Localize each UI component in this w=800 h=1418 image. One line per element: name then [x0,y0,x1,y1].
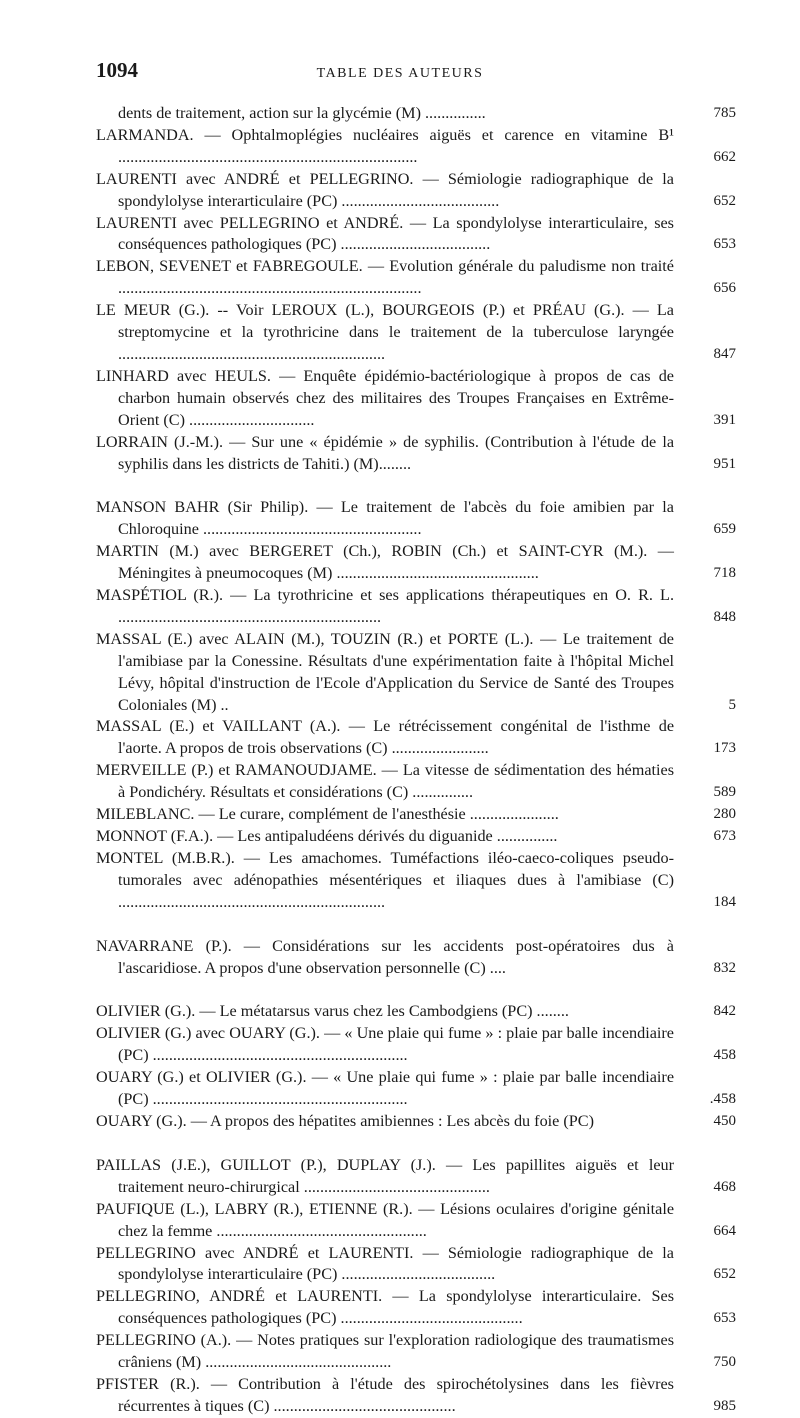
entry-text: PELLEGRINO avec ANDRÉ et LAURENTI. — Sémiologie radiographique de la spondylolyse interarticulaire (PC) ...................................... [96,1243,674,1284]
entry-page-number: 173 [713,740,736,757]
entry-page-number: .458 [709,1091,736,1108]
author-index-entries [96,103,736,1418]
entry-page-number: 653 [713,236,736,253]
index-entry [96,1374,736,1418]
entry-page-number: 184 [713,893,736,910]
entry-page-number: 391 [713,411,736,428]
entry-text: OLIVIER (G.) avec OUARY (G.). — « Une plaie qui fume » : plaie par balle incendiaire (PC) ............................................................... [96,1024,674,1065]
entry-text: MASSAL (E.) et VAILLANT (A.). — Le rétrécissement congénital de l'isthme de l'aorte. A propos de trois observations (C) ........................ [96,717,674,758]
index-entry [96,1023,736,1067]
entry-text: LORRAIN (J.-M.). — Sur une « épidémie » de syphilis. (Contribution à l'étude de la syphilis dans les districts de Tahiti.) (M)........ [96,432,674,473]
entry-page-number: 985 [713,1397,736,1414]
entry-page-number: 458 [713,1047,736,1064]
entry-text: MONNOT (F.A.). — Les antipaludéens dérivés du diguanide ............... [96,827,558,845]
index-entry [96,1001,736,1023]
index-entry [96,125,736,169]
letter-group-gap [96,475,736,497]
index-entry [96,541,736,585]
entry-text: NAVARRANE (P.). — Considérations sur les accidents post-opératoires dus à l'ascaridiose. A propos d'une observation personnelle (C) .... [96,936,674,977]
entry-page-number: 652 [713,1266,736,1283]
entry-text: MILEBLANC. — Le curare, complément de l'anesthésie ...................... [96,805,559,824]
entry-page-number: 468 [713,1178,736,1195]
entry-text: PAILLAS (J.E.), GUILLOT (P.), DUPLAY (J.). — Les papillites aiguës et leur traitement neuro-chirurgical .............................................. [96,1155,674,1196]
index-entry [96,826,736,848]
entry-text: PAUFIQUE (L.), LABRY (R.), ETIENNE (R.). — Lésions oculaires d'origine génitale chez la femme .................................................... [96,1199,674,1240]
index-entry [96,716,736,760]
entry-text: MONTEL (M.B.R.). — Les amachomes. Tuméfactions iléo-caeco-coliques pseudo-tumorales avec adénopathies mésentériques et iliaques dues à l'amibiase (C) .................................................................. [96,848,674,911]
entry-text: MARTIN (M.) avec BERGERET (Ch.), ROBIN (Ch.) et SAINT-CYR (M.). — Méningites à pneumocoques (M) .................................................. [96,542,674,583]
index-entry [96,256,736,300]
index-entry [96,1286,736,1330]
entry-text: dents de traitement, action sur la glycémie (M) ............... [118,104,486,122]
entry-text: LAURENTI avec ANDRÉ et PELLEGRINO. — Sémiologie radiographique de la spondylolyse interarticulaire (PC) ....................................... [96,169,674,210]
index-entry [96,1111,736,1133]
entry-page-number: 847 [713,345,736,362]
entry-page-number: 718 [713,565,736,582]
index-entry [96,848,736,914]
entry-page-number: 832 [713,959,736,976]
entry-page-number: 653 [713,1310,736,1327]
index-entry [96,366,736,432]
index-entry [96,169,736,213]
entry-text: LE MEUR (G.). -- Voir LEROUX (L.), BOURGEOIS (P.) et PRÉAU (G.). — La streptomycine et la tyrothricine dans le traitement de la tuberculose laryngée .................................................................. [96,301,674,363]
index-entry [96,1243,736,1287]
index-entry [96,804,736,826]
entry-text: PELLEGRINO, ANDRÉ et LAURENTI. — La spondylolyse interarticulaire. Ses conséquences pathologiques (PC) ............................................. [96,1287,674,1328]
entry-page-number: 652 [713,192,736,209]
index-entry [96,1155,736,1199]
entry-page-number: 673 [713,828,736,844]
index-entry [96,432,736,476]
entry-text: LINHARD avec HEULS. — Enquête épidémio-bactériologique à propos de cas de charbon humain observés chez des militaires des Troupes Françaises en Extrême-Orient (C) ............................... [96,366,674,429]
index-entry [96,585,736,629]
entry-text: LARMANDA. — Ophtalmoplégies nucléaires aiguës et carence en vitamine B¹ .......................................................................... [96,125,674,166]
entry-text: OUARY (G.) et OLIVIER (G.). — « Une plaie qui fume » : plaie par balle incendiaire (PC) ............................................................... [96,1068,674,1109]
entry-text: MASSAL (E.) avec ALAIN (M.), TOUZIN (R.) et PORTE (L.). — Le traitement de l'amibiase par la Conessine. Résultats d'une expérimentation faite à l'hôpital Michel Lévy, hôpital d'instruction de l'Ecole d'Application du Service de Santé des Troupes Coloniales (M) .. [96,629,674,714]
entry-page-number: 664 [713,1222,736,1239]
entry-text: LEBON, SEVENET et FABREGOULE. — Evolution générale du paludisme non traité ........................................................................... [96,257,674,298]
index-entry [96,1199,736,1243]
index-entry [96,936,736,980]
entry-page-number: 842 [713,1003,736,1020]
index-entry [96,497,736,541]
letter-group-gap [96,1133,736,1155]
index-entry [96,103,736,125]
entry-page-number: 662 [713,148,736,165]
letter-group-gap [96,979,736,1001]
entry-page-number: 5 [728,696,736,713]
entry-text: MERVEILLE (P.) et RAMANOUDJAME. — La vitesse de sédimentation des hématies à Pondichéry. Résultats et considérations (C) ............... [96,761,674,802]
page-number: 1094 [96,58,138,82]
running-head: TABLE DES AUTEURS [316,66,484,81]
entry-text: PELLEGRINO (A.). — Notes pratiques sur l'exploration radiologique des traumatismes crâniens (M) .............................................. [96,1331,674,1372]
index-entry [96,300,736,366]
entry-page-number: 656 [713,280,736,297]
entry-text: OLIVIER (G.). — Le métatarsus varus chez les Cambodgiens (PC) ........ [96,1002,569,1021]
entry-text: PFISTER (R.). — Contribution à l'étude des spirochétolysines dans les fièvres récurrentes à tiques (C) ............................................. [96,1374,674,1415]
entry-page-number: 848 [713,608,736,625]
entry-page-number: 280 [713,806,736,823]
entry-page-number: 951 [713,455,736,472]
entry-text: MANSON BAHR (Sir Philip). — Le traitement de l'abcès du foie amibien par la Chloroquine ...................................................... [96,498,674,539]
index-entry [96,1330,736,1374]
entry-text: MASPÉTIOL (R.). — La tyrothricine et ses applications thérapeutiques en O. R. L. ................................................................. [96,586,674,626]
entry-text: OUARY (G.). — A propos des hépatites amibiennes : Les abcès du foie (PC) [96,1111,594,1130]
entry-page-number: 785 [713,105,736,121]
index-entry [96,1067,736,1111]
entry-page-number: 589 [713,784,736,801]
index-entry [96,629,736,717]
index-entry [96,760,736,804]
entry-page-number: 750 [713,1354,736,1371]
letter-group-gap [96,914,736,936]
entry-text: LAURENTI avec PELLEGRINO et ANDRÉ. — La spondylolyse interarticulaire, ses conséquences pathologiques (PC) ..................................... [96,213,674,254]
entry-page-number: 659 [713,521,736,538]
index-entry [96,213,736,257]
entry-page-number: 450 [713,1112,736,1129]
